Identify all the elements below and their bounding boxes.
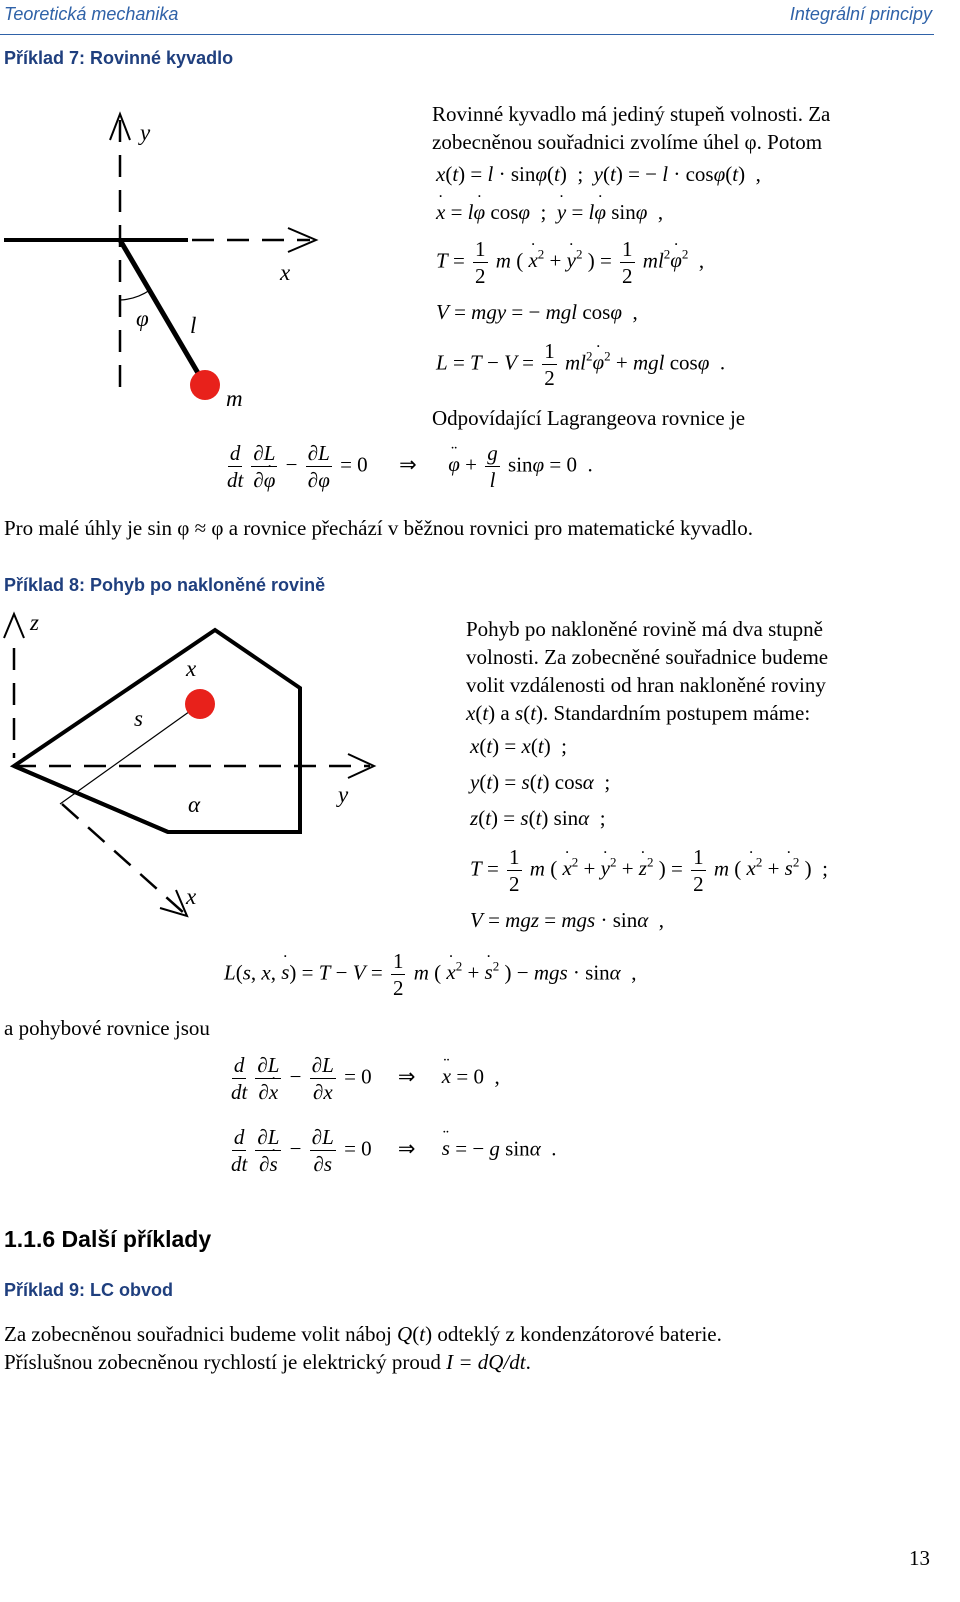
- fig7-m-label: m: [226, 386, 243, 411]
- ex8-eqs-text: a pohybové rovnice jsou: [4, 1016, 210, 1040]
- ex9-line2-formula: I = dQ/dt: [446, 1350, 526, 1374]
- fig8-s-label: s: [134, 706, 143, 731]
- fig8-z-label: z: [30, 610, 39, 635]
- fig7-l-label: l: [190, 313, 197, 338]
- fig8-x-bottom-label: x: [186, 884, 197, 909]
- ex7-eq-coordinates: x(t) = l · sinφ(t) ; y(t) = − l · cosφ(t) ,: [436, 162, 761, 186]
- ex7-eq-kinetic: T = $\frac{1}{2}$ m ( x ˙$^2$ + y ˙$^2$ ) = $\frac{1}{2}$ $ml^2\varphi$ ˙$^2$ ,: [436, 236, 704, 289]
- header-rule: [0, 34, 934, 35]
- ex8-text-line4-tail: . Standardním postupem máme:: [543, 701, 811, 725]
- example-7-title: Příklad 7: Rovinné kyvadlo: [4, 48, 234, 68]
- ex8-eq-lagrangian: L(s, x, s ˙) = T − V = $\frac{1}{2}$ m ( x ˙$^2$ + s ˙$^2$ ) − mgs · sinα ,: [224, 948, 636, 1001]
- ex9-line2: [4, 1348, 531, 1376]
- page-number: 13: [909, 1546, 930, 1570]
- ex8-eq-x: x(t) = x(t) ;: [470, 734, 568, 758]
- ex7-lagrange-text: Odpovídající Lagrangeova rovnice je: [432, 406, 746, 430]
- ex9-line1-b: odteklý z kondenzátorové baterie.: [437, 1322, 722, 1346]
- ex9-line1-a: Za zobecněnou souřadnici budeme volit náboj: [4, 1322, 392, 1346]
- ex8-eq-y: y(t) = s(t) cosα ;: [470, 770, 611, 794]
- ex8-eq-motion-s: $\frac{d}{dt}$ $\frac{\partial L}{\partial s}$ ˙ − $\frac{\partial L}{\partial s}$ = 0 ⇒ s ¨ = − g sinα .: [226, 1124, 556, 1177]
- ex7-eq-potential: V = mgy = − mgl cosφ ,: [436, 300, 638, 324]
- ex7-eq-lagrange: $\frac{d}{dt}$ $\frac{\partial L}{\partial\varphi}$ ˙ − $\frac{\partial L}{\partial\varphi}$ = 0 ⇒ φ ¨ + $\frac{g}{l}$ sinφ = 0 .: [222, 440, 593, 493]
- ex8-text-line4: x(t) a s(t). Standardním postupem máme:: [466, 701, 811, 725]
- header-left: Teoretická mechanika: [4, 4, 179, 24]
- incline-figure: [0, 608, 400, 938]
- ex8-text-line2: volnosti. Za zobecněné souřadnice budeme: [466, 645, 829, 669]
- fig8-x-top-label: x: [186, 656, 197, 681]
- fig7-y-label: y: [140, 120, 151, 145]
- fig7-x-label: x: [280, 260, 291, 285]
- ex8-eq-motion-x: $\frac{d}{dt}$ $\frac{\partial L}{\partial x}$ ˙ − $\frac{\partial L}{\partial x}$ = 0 ⇒ x ¨ = 0 ,: [226, 1052, 500, 1105]
- ex8-text-line3: volit vzdálenosti od hran nakloněné roviny: [466, 673, 826, 697]
- incline-ball: [185, 689, 215, 719]
- ex7-eq-velocities: x ˙ = lφ ˙ cosφ ; y ˙ = lφ ˙ sinφ ,: [436, 200, 663, 225]
- pendulum-bob: [190, 370, 220, 400]
- header-right: Integrální principy: [789, 4, 932, 24]
- ex7-intro-line2: zobecněnou souřadnici zvolíme úhel φ. Potom: [432, 130, 823, 154]
- ex7-eq-lagrangian: L = T − V = $\frac{1}{2}$ $ml^2\varphi$ ˙$^2$ + mgl cosφ .: [436, 338, 725, 391]
- fig8-alpha-label: α: [188, 792, 201, 817]
- section-title: 1.1.6 Další příklady: [4, 1226, 212, 1252]
- ex9-line2-a: Příslušnou zobecněnou rychlostí je elektrický proud: [4, 1350, 441, 1374]
- fig8-y-label: y: [338, 782, 349, 807]
- example-9-title: Příklad 9: LC obvod: [4, 1280, 174, 1300]
- ex9-line1: Za zobecněnou souřadnici budeme volit náboj Q(t) odteklý z kondenzátorové baterie.: [4, 1322, 722, 1346]
- ex7-intro-line1: Rovinné kyvadlo má jediný stupeň volnosti. Za: [432, 102, 831, 126]
- ex9-line2-c: .: [525, 1350, 531, 1374]
- ex8-text-line1: Pohyb po nakloněné rovině má dva stupně: [466, 617, 823, 641]
- fig7-phi-label: φ: [136, 306, 149, 331]
- ex8-eq-kinetic: T = $\frac{1}{2}$ m ( x ˙$^2$ + y ˙$^2$ + z ˙$^2$ ) = $\frac{1}{2}$ m ( x ˙$^2$ + s ˙$^2$ ) ;: [470, 844, 828, 897]
- ex8-eq-z: z(t) = s(t) sinα ;: [470, 806, 606, 830]
- ex7-small-angle-text: Pro malé úhly je sin φ ≈ φ a rovnice přechází v běžnou rovnici pro matematické kyvadlo.: [4, 516, 753, 540]
- example-8-title: Příklad 8: Pohyb po nakloněné rovině: [4, 575, 326, 595]
- ex8-eq-potential: V = mgz = mgs · sinα ,: [470, 908, 664, 932]
